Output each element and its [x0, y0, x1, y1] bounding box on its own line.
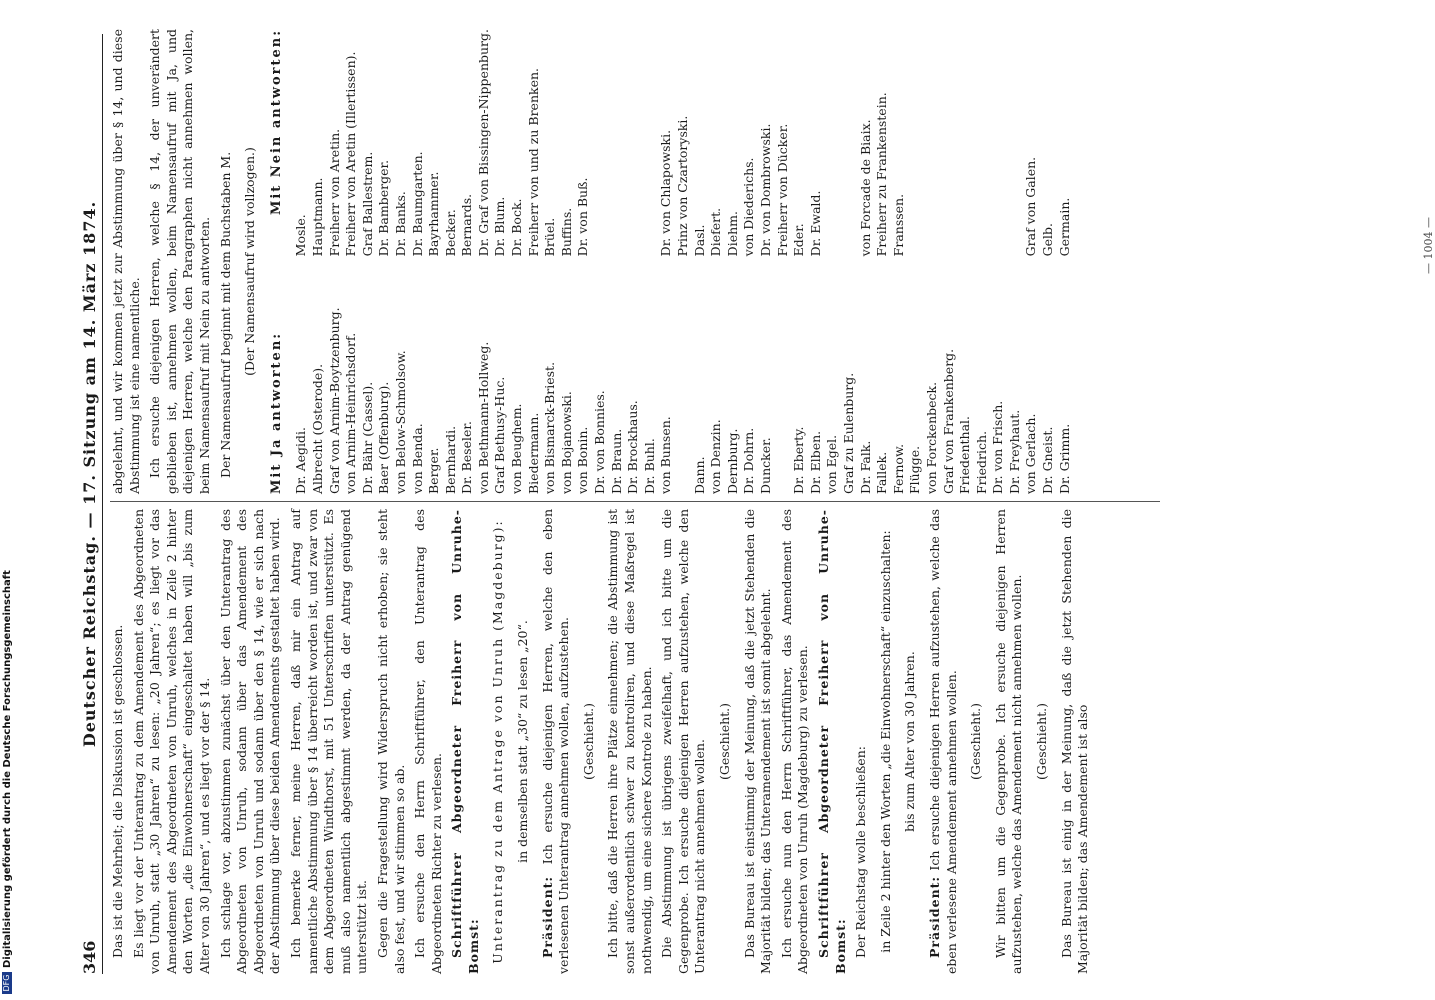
nein-name [592, 29, 609, 256]
ja-name: Fallek. [874, 451, 890, 494]
nein-name [625, 29, 642, 256]
event-note: (Der Namensaufruf wird vollzogen.) [242, 147, 258, 376]
ja-name: Dr. Dohrn. [741, 427, 757, 494]
event-note: (Geschieht.) [968, 702, 984, 781]
nein-name: Diehm. [724, 211, 740, 257]
nein-name: Dr. von Buß. [575, 177, 591, 257]
speaker-label: Schriftführer Abgeordneter Freiherr von Unruhe-Bomst: [449, 509, 481, 974]
nein-name [609, 29, 626, 256]
ja-name: Dr. von Bonnies. [592, 390, 608, 494]
ja-name: Friedenthal. [957, 416, 973, 494]
nein-name [642, 29, 659, 256]
nein-name: Dasl. [691, 224, 707, 257]
paragraph: Ich schlage vor, abzustimmen zunächst über den Unterantrag des Abgeordneten von Unruh, sodann über das Amendement des Abgeordneten von Unruh und sodann über den § 14, wie er sich nach der Abstimmung über diese beiden Amendements gestaltet haben wird. [217, 509, 283, 974]
quoted-text: in Zeile 2 hinter den Worten „die Einwohnerschaft“ einzuschalten: [877, 530, 893, 953]
nein-name: Graf von Galen. [1023, 156, 1039, 257]
ja-name: Dann. [691, 456, 707, 494]
nein-name: Diefert. [708, 207, 724, 257]
dfg-logo-icon: DFG [2, 972, 12, 994]
nein-name: Germain. [1056, 197, 1072, 257]
ja-name: Graf von Arnim-Boytzenburg. [326, 307, 342, 494]
nein-name: Hauptmann. [309, 177, 325, 257]
nein-name: Freiherr zu Frankenstein. [874, 92, 890, 257]
nein-name: Dr. Banks. [392, 191, 408, 257]
ja-name: von Bismarck-Briest. [542, 361, 558, 494]
credit-text: Digitalisierung gefördert durch die Deutsche Forschungsgemeinschaft [1, 570, 13, 968]
nein-name: Dr. von Chlapowski. [658, 129, 674, 257]
nein-name: Dr. Ewald. [807, 190, 823, 257]
ja-name: Graf von Frankenberg. [940, 348, 956, 494]
ja-name: von Bunsen. [658, 416, 674, 494]
paragraph: Das ist die Mehrheit; die Diskussion ist geschlossen. [110, 624, 125, 958]
nein-name: Dr. Bock. [509, 198, 525, 257]
speaker-paragraph [540, 509, 573, 974]
ja-name: Dr. Buhl. [641, 438, 657, 494]
ja-name: von Beughem. [509, 403, 525, 494]
ja-name: von Egel. [824, 434, 840, 494]
nein-name: Becker. [442, 209, 458, 257]
nein-name: Dr. Bamberger. [376, 159, 392, 257]
page-header [80, 34, 103, 974]
ja-name: Dr. Falk. [857, 440, 873, 494]
quoted-text: in demselben statt „30“ zu lesen „20“. [515, 620, 531, 863]
nein-name: Dr. von Dombrowski. [757, 123, 773, 257]
nein-name: Freiherr von Aretin. [326, 128, 342, 257]
nein-name: Bayrhammer. [426, 171, 442, 257]
president-label: Präsident: [539, 875, 555, 958]
paragraph: Wir bitten um die Gegenprobe. Ich ersuche diejenigen Herren aufzustehen, welche das Amendement nicht annehmen wollen. [992, 509, 1025, 974]
ja-heading: Mit Ja antworten: [268, 331, 284, 494]
nein-name: Graf Ballestrem. [359, 151, 375, 257]
nein-name [1007, 29, 1024, 256]
left-column [110, 509, 1096, 974]
ja-name: Dernburg. [724, 428, 740, 494]
nein-name: Franssen. [890, 193, 906, 257]
nein-name: Freiherr von Aretin (Illertissen). [343, 51, 359, 257]
paragraph: Das Bureau ist einstimmig der Meinung, daß die jetzt Stehenden die Majorität bilden; das Unteramendement ist somit abgelehnt. [741, 509, 774, 974]
nein-name [957, 29, 974, 256]
ja-name: Biedermann. [525, 412, 541, 494]
read-text: Der Reichstag wolle beschließen: [853, 746, 869, 958]
ja-name: Dr. Eberty. [791, 426, 807, 494]
digitization-credit [0, 0, 14, 1000]
document-page [26, 19, 1435, 974]
nein-name [924, 29, 941, 256]
nein-name [990, 29, 1007, 256]
page-title: Deutscher Reichstag. — 17. Sitzung am 14. März 1874. [80, 200, 99, 748]
vote-name-list [293, 29, 1073, 494]
nein-name: Mosle. [293, 214, 309, 257]
president-text: Ich ersuche diejenigen Herren aufzustehen, welche das eben verlesene Amendement annehmen wollen. [926, 508, 959, 974]
ja-name: von Arnim-Heinrichsdorf. [343, 332, 359, 494]
nein-name: von Diederichs. [741, 157, 757, 257]
speaker-paragraph [927, 509, 960, 974]
nein-name: Prinz von Czartoryski. [675, 115, 690, 257]
speaker-label: Schriftführer Abgeordneter Freiherr von Unruhe-Bomst: [815, 509, 848, 974]
ja-name: von Bonin. [575, 426, 591, 494]
paragraph: abgelehnt, und wir kommen jetzt zur Abstimmung über § 14, und diese Abstimmung ist eine namentliche. [110, 29, 142, 494]
paragraph: Ich ersuche nun den Herrn Schriftführer, das Amendement des Abgeordneten von Unruh (Magdeburg) zu verlesen. [778, 509, 811, 974]
ja-name: Dr. Freyhaut. [1006, 409, 1022, 494]
paragraph: Das Bureau ist einig in der Meinung, daß die jetzt Stehenden die Majorität bilden; das Amendement ist also [1058, 509, 1091, 974]
paragraph: Ich bemerke ferner, meine Herren, daß mir ein Antrag auf namentliche Abstimmung über § 14 überreicht worden ist, und zwar von dem Abgeordneten Windthorst, mit 51 Unterschriften unterstützt. Es muß also namentlich abgestimmt werden, da der Antrag genügend unterstützt ist. [287, 509, 370, 974]
ja-name: Dr. Gneist. [1040, 426, 1056, 494]
nein-name [974, 29, 991, 256]
page-number: 346 [80, 940, 99, 974]
ja-name: von Bethmann-Hollweg. [475, 341, 491, 494]
president-label: Präsident: [926, 875, 942, 958]
right-column [110, 29, 1083, 494]
paragraph: Die Abstimmung ist übrigens zweifelhaft, und ich bitte um die Gegenprobe. Ich ersuche diejenigen Herren aufzustehen, welche den Unterantrag nicht annehmen wollen. [659, 509, 708, 974]
ja-name: Dr. Brockhaus. [625, 400, 641, 494]
ja-name: Dr. Beseler. [459, 421, 475, 494]
ja-name: Dr. von Frisch. [990, 400, 1006, 494]
column-divider [110, 501, 1160, 502]
ja-name: Graf zu Eulenburg. [840, 372, 856, 494]
nein-name: von Forcade de Biaix. [857, 119, 873, 257]
ja-name: Dr. Bähr (Cassel). [359, 381, 375, 494]
ja-name: Fernow. [890, 443, 906, 494]
nein-name: Gelb. [1040, 222, 1056, 257]
nein-name [907, 29, 924, 256]
nein-name: Buffins. [558, 207, 574, 257]
speaker-paragraph [449, 509, 482, 974]
nein-name: Dr. Baumgarten. [409, 151, 425, 257]
event-note: (Geschieht.) [717, 702, 732, 781]
nein-name: Dr. Graf von Bissingen-Nippenburg. [475, 29, 491, 257]
ja-name: Duncker. [757, 437, 773, 494]
ja-name: von Forckenbeck. [923, 381, 939, 494]
ja-name: Albrecht (Osterode). [309, 363, 325, 494]
nein-name: Freiherr von und zu Brenken. [525, 68, 541, 257]
nein-name: Brüel. [542, 217, 558, 257]
read-text: Unterantrag zu dem Antrage von Unruh (Magdeburg): [490, 519, 506, 964]
ja-name: Friedrich. [973, 430, 989, 494]
ja-name: Dr. Braun. [608, 428, 624, 494]
ja-name: von Bojanowski. [558, 391, 574, 494]
ja-name: von Below-Schmolsow. [392, 350, 408, 494]
nein-name [841, 29, 858, 256]
paragraph: Es liegt vor der Unterantrag zu dem Amendement des Abgeordneten von Unruh, statt „30 Jahren“ zu lesen: „20 Jahren“; es liegt vor das Amendement des Abgeordneten von Unruh, welches in Zeile 2 hinter den Worten „die Einwohnerschaft“ eingeschaltet haben will „bis zum Alter von 30 Jahren“, und es liegt vor der § 14. [130, 509, 212, 974]
nein-name: Bernards. [459, 193, 475, 257]
nein-name [941, 29, 958, 256]
footer-mark: — 1004 — [1422, 217, 1435, 274]
paragraph: Ich ersuche diejenigen Herren, welche § 14, der unverändert geblieben ist, annehmen wollen, beim Namensaufruf mit Ja, und diejenigen Herren, welche den Paragraphen nicht annehmen wollen, beim Namensaufruf mit Nein zu antworten. [147, 29, 212, 494]
ja-name: Dr. Grimm. [1056, 423, 1072, 494]
ja-name: Dr. Elben. [807, 430, 823, 494]
nein-name: Dr. Blum. [492, 196, 508, 257]
president-text: Ich ersuche diejenigen Herren, welche den eben verlesenen Unterantrag annehmen wollen, aufzustehen. [539, 509, 572, 974]
speaker-paragraph [816, 509, 849, 974]
event-note: (Geschieht.) [580, 702, 596, 781]
ja-name: Bernhardi. [442, 425, 458, 494]
ja-name: Flügge. [907, 445, 923, 494]
ja-name: Dr. Aegidi. [293, 427, 309, 494]
nein-name: Eder. [791, 223, 807, 257]
ja-name: von Benda. [409, 423, 425, 494]
ja-name: Baer (Offenburg). [376, 381, 392, 494]
ja-name: von Gerlach. [1023, 413, 1039, 494]
ja-name: Graf Bethusy-Huc. [492, 376, 508, 494]
vote-headers [269, 29, 286, 494]
nein-heading: Mit Nein antworten: [268, 29, 284, 216]
quoted-text: bis zum Alter von 30 Jahren. [902, 651, 918, 832]
ja-name [775, 276, 792, 494]
paragraph: Der Namensaufruf beginnt mit dem Buchstaben M. [217, 151, 233, 478]
nein-name [824, 29, 841, 256]
paragraph: Ich bitte, daß die Herren ihre Plätze einnehmen; die Abstimmung ist sonst außerordentlich schwer zu kontroliren, und diese Maßregel ist nothwendig, um eine sichere Kontrole zu haben. [605, 509, 654, 974]
event-note: (Geschieht.) [1033, 702, 1049, 781]
ja-name: von Denzin. [708, 419, 724, 494]
nein-name: Freiherr von Dücker. [774, 123, 790, 257]
ja-name: Berger. [426, 447, 442, 494]
ja-name [675, 276, 692, 494]
paragraph: Gegen die Fragestellung wird Widerspruch nicht erhoben; sie steht also fest, und wir stimmen so ab. [374, 509, 407, 974]
paragraph: Ich ersuche den Herrn Schriftführer, den Unterantrag des Abgeordneten Richter zu verlesen. [412, 509, 444, 974]
